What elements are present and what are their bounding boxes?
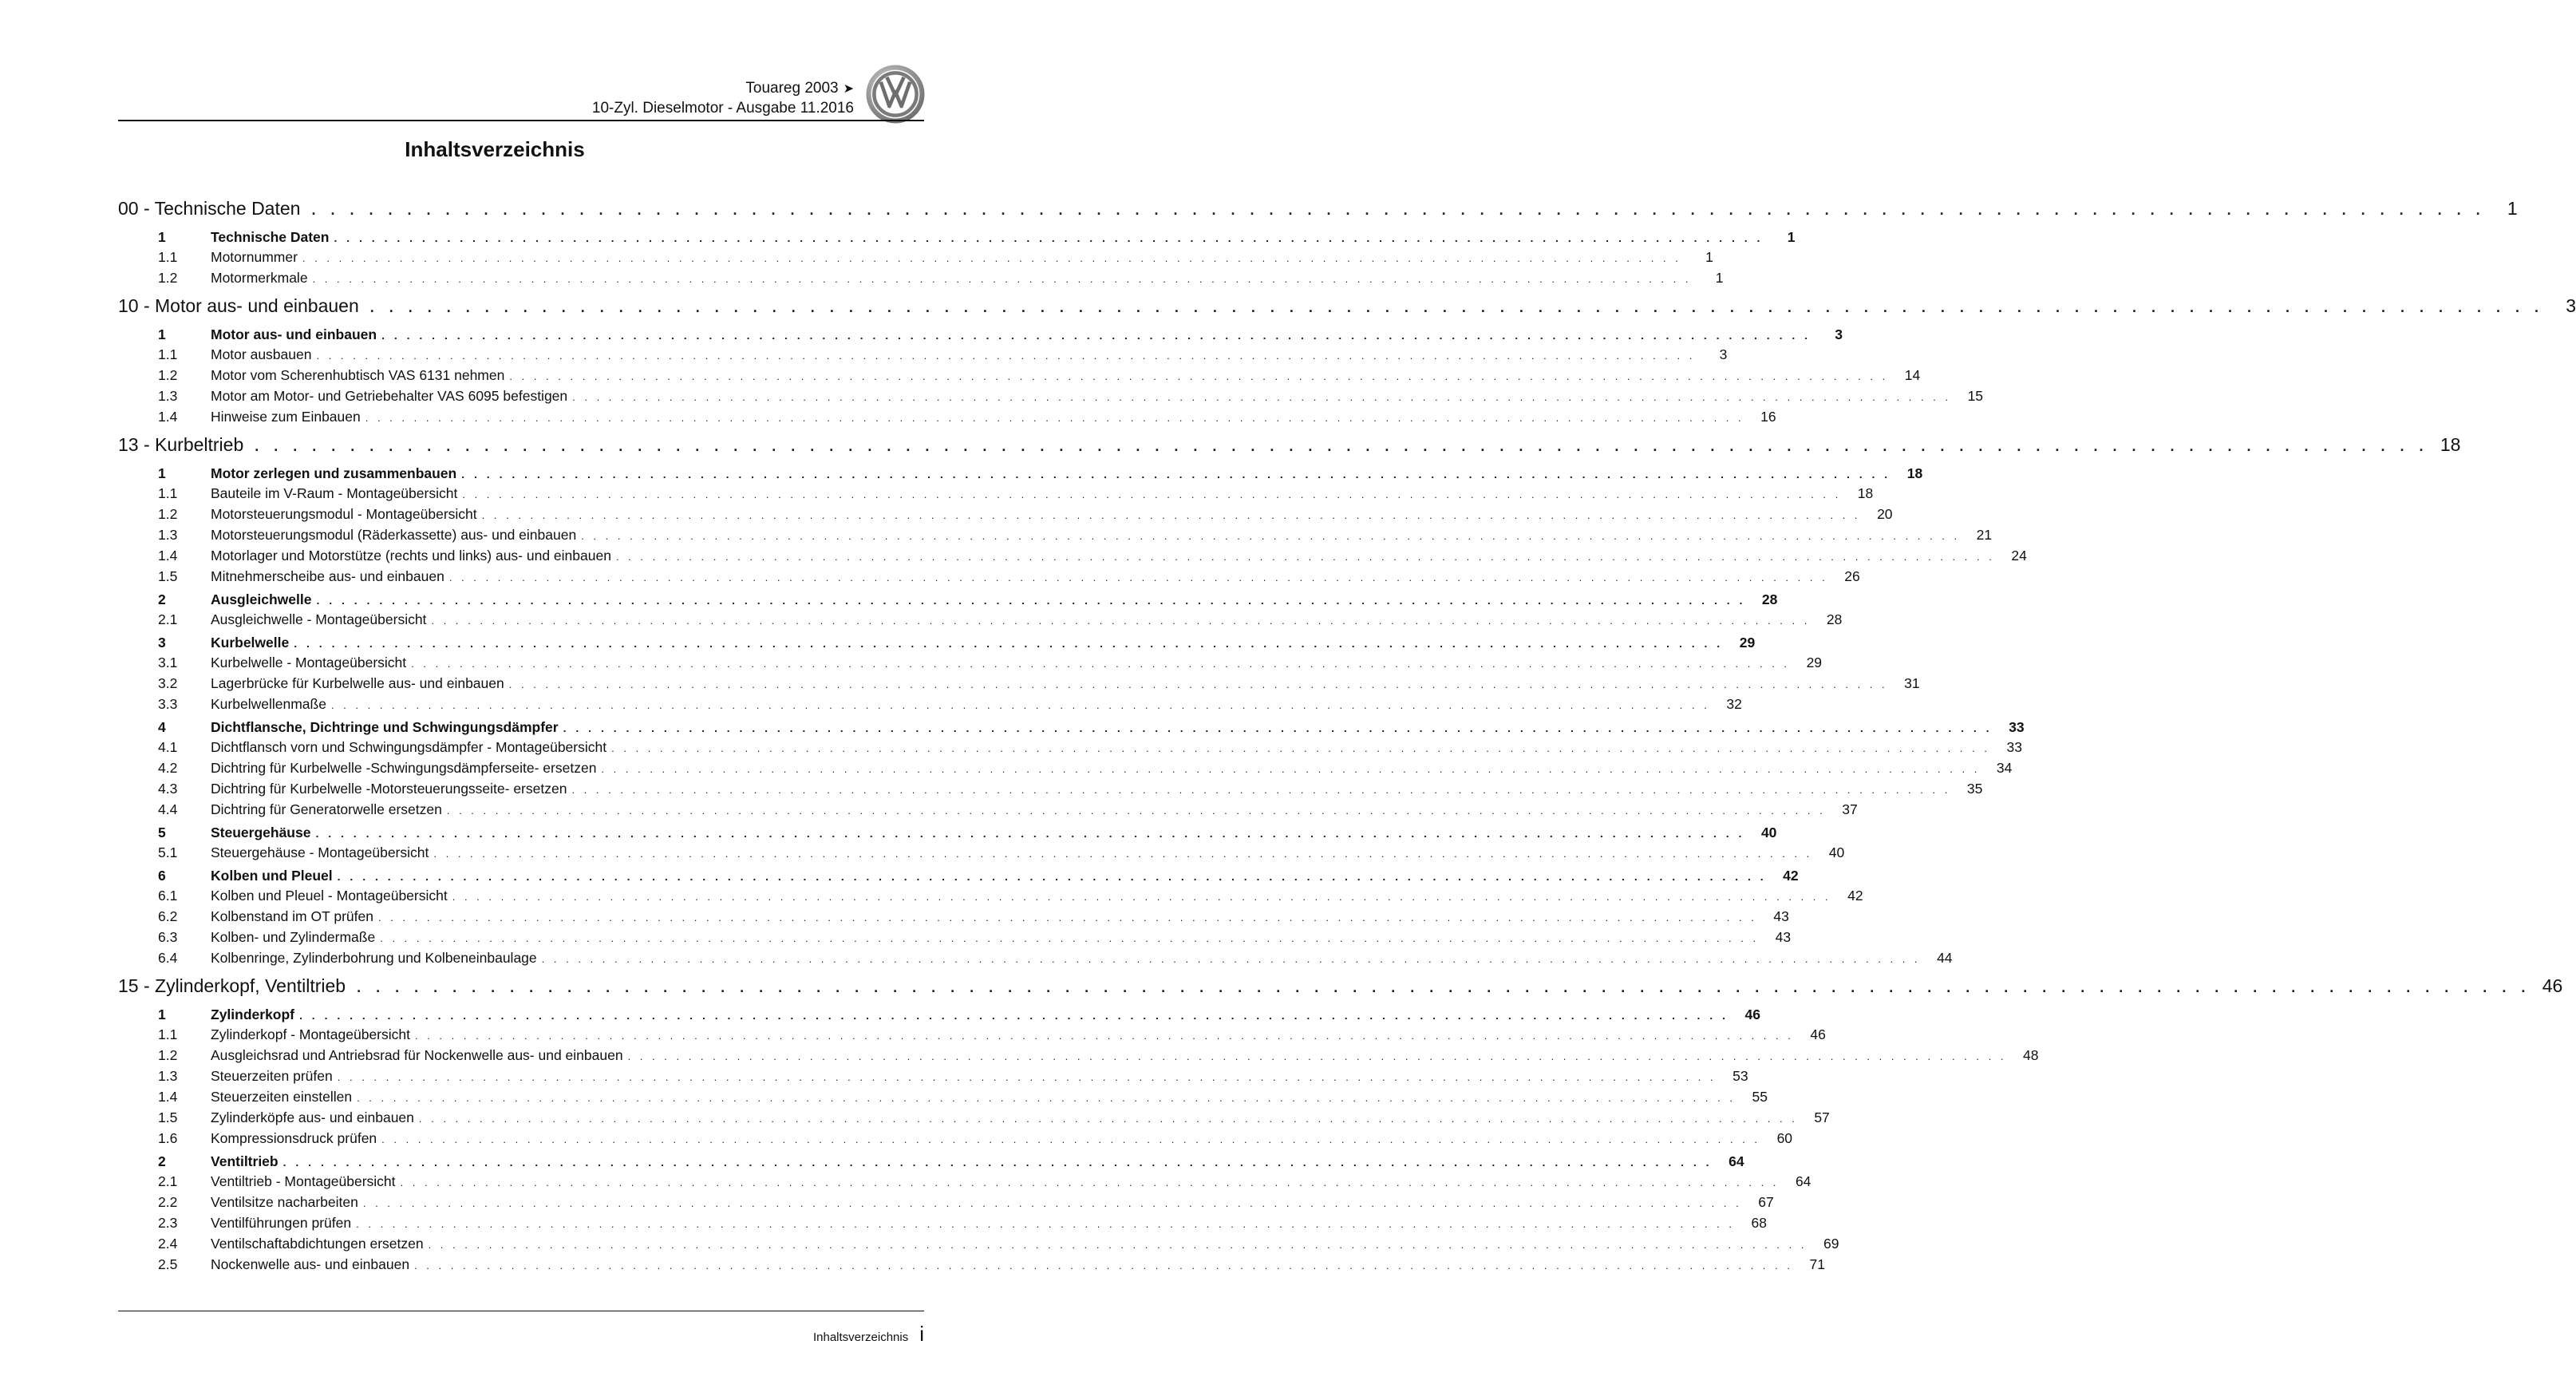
toc-entry-number: 1.3 — [158, 1068, 178, 1084]
toc-sub-row[interactable] — [118, 485, 1874, 506]
page-footer — [813, 1322, 924, 1347]
toc-entry-number: 1.6 — [158, 1130, 178, 1146]
toc-leader-dots: . . . . . . . . . . . . . . . . . . . . . . . . . . . . . . . . . . . . . . . . . . . . . . . . . . . . . . . . . . . . . . . . . . . . . . . . . . . . . . . . . . . . . . . . . . . . . . . . . . . . . . . . . . . . . . . . . . — [334, 231, 1764, 244]
footer-page-number: i — [919, 1322, 924, 1346]
toc-page-number: 29 — [1806, 655, 1823, 670]
toc-leader-dots: . . . . . . . . . . . . . . . . . . . . . . . . . . . . . . . . . . . . . . . . . . . . . . . . . . . . . . . . . . . . . . . . . . . . . . . . . . . . . . . . . . . . . . . . . . . . . . . . . . . . . . . . . . . . . . . . . . — [411, 658, 1791, 670]
toc-leader-dots: . . . . . . . . . . . . . . . . . . . . . . . . . . . . . . . . . . . . . . . . . . . . . . . . . . . . . . . . . . . . . . . . . . . . . . . . . . . . . . . . . . . . . . . . . . . . . . . . . . . . . . . . . . . . . . . . . . — [299, 1009, 1729, 1022]
toc-sub-row[interactable] — [118, 1089, 1768, 1109]
toc-page-number: 18 — [1857, 485, 1874, 501]
toc-page-number: 64 — [1795, 1173, 1811, 1189]
toc-entry-number: 4 — [158, 719, 166, 735]
page-title: Inhaltsverzeichnis — [405, 137, 585, 161]
toc-leader-dots: . . . . . . . . . . . . . . . . . . . . . . . . . . . . . . . . . . . . . . . . . . . . . . . . . . . . . . . . . . . . . . . . . . . . . . . . . . . . . . . . . . . . . . . . . . . . . . . . . . . . . . . . . . . . . . . . . . — [433, 848, 1813, 860]
toc-sub-row[interactable] — [118, 1068, 1748, 1089]
toc-section-row[interactable] — [118, 591, 1778, 611]
toc-leader-dots: . . . . . . . . . . . . . . . . . . . . . . . . . . . . . . . . . . . . . . . . . . . . . . . . . . . . . . . . . . . . . . . . . . . . . . . . . . . . . . . . . . . . . . . . . . . . . . . . . . . . . . . . . . . . . . . . . . — [448, 571, 1828, 583]
toc-page-number: 33 — [2009, 719, 2025, 735]
toc-leader-dots: . . . . . . . . . . . . . . . . . . . . . . . . . . . . . . . . . . . . . . . . . . . . . . . . . . . . . . . . . . . . . . . . . . . . . . . . . . . . . . . . . . . . . . . . . . . . . . . . . . . . . . . . . . . . . . . . . . — [365, 412, 1744, 424]
toc-leader-dots: . . . . . . . . . . . . . . . . . . . . . . . . . . . . . . . . . . . . . . . . . . . . . . . . . . . . . . . . . . . . . . . . . . . . . . . . . . . . . . . . . . . . . . . . . . . . . . . . . . . . . . . . . . . . . . . . . . — [563, 722, 1993, 734]
toc-page-number: 55 — [1752, 1089, 1768, 1105]
toc-page-number: 24 — [2011, 548, 2027, 564]
toc-sub-row[interactable] — [118, 1173, 1811, 1194]
toc-chapter-row[interactable] — [118, 198, 2518, 227]
header-edition: 10-Zyl. Dieselmotor - Ausgabe 11.2016 — [591, 100, 854, 117]
header-model-text: Touareg 2003 — [745, 80, 839, 97]
toc-leader-dots: . . . . . . . . . . . . . . . . . . . . . . . . . . . . . . . . . . . . . . . . . . . . . . . . . . . . . . . . . . . . . . . . . . . . . . . . . . . . . . . . . . . . . . . . . . . . . . . . . . . . . . . . . . . . . . . . . . — [414, 1260, 1793, 1271]
toc-entry-number: 6.2 — [158, 908, 178, 924]
toc-entry-title: Steuerzeiten prüfen — [211, 1068, 333, 1084]
toc-sub-row[interactable] — [118, 739, 2022, 760]
toc-entry-title: Zylinderkopf - Montageübersicht — [211, 1026, 410, 1042]
toc-entry-number: 3.2 — [158, 675, 178, 691]
toc-entry-title: Motorsteuerungsmodul - Montageübersicht — [211, 506, 477, 522]
toc-leader-dots: . . . . . . . . . . . . . . . . . . . . . . . . . . . . . . . . . . . . . . . . . . . . . . . . . . . . . . . . . . . . . . . . . . . . . . . . . . . . . . . . . . . . . . . . . . . . . . . . . . . . . . . . . . . . . . . . . . — [255, 438, 2429, 454]
toc-entry-title: 15 - Zylinderkopf, Ventiltrieb — [118, 975, 346, 996]
toc-entry-title: Kompressionsdruck prüfen — [211, 1130, 377, 1146]
toc-entry-title: Motorsteuerungsmodul (Räderkassette) aus- und einbauen — [211, 527, 577, 543]
toc-entry-title: Kurbelwelle - Montageübersicht — [211, 655, 407, 670]
toc-entry-title: Ausgleichwelle - Montageübersicht — [211, 611, 427, 627]
toc-page-number: 40 — [1828, 844, 1845, 860]
toc-leader-dots: . . . . . . . . . . . . . . . . . . . . . . . . . . . . . . . . . . . . . . . . . . . . . . . . . . . . . . . . . . . . . . . . . . . . . . . . . . . . . . . . . . . . . . . . . . . . . . . . . . . . . . . . . . . . . . . . . . — [377, 912, 1757, 923]
toc-page-number: 44 — [1937, 950, 1953, 966]
toc-leader-dots: . . . . . . . . . . . . . . . . . . . . . . . . . . . . . . . . . . . . . . . . . . . . . . . . . . . . . . . . . . . . . . . . . . . . . . . . . . . . . . . . . . . . . . . . . . . . . . . . . . . . . . . . . . . . . . . . . . — [337, 870, 1767, 883]
toc-entry-number: 4.2 — [158, 760, 178, 776]
toc-page-number: 18 — [1906, 465, 1923, 481]
toc-entry-title: Technische Daten — [211, 229, 330, 245]
toc-leader-dots: . . . . . . . . . . . . . . . . . . . . . . . . . . . . . . . . . . . . . . . . . . . . . . . . . . . . . . . . . . . . . . . . . . . . . . . . . . . . . . . . . . . . . . . . . . . . . . . . . . . . . . . . . . . . . . . . . . — [369, 299, 2544, 315]
toc-leader-dots: . . . . . . . . . . . . . . . . . . . . . . . . . . . . . . . . . . . . . . . . . . . . . . . . . . . . . . . . . . . . . . . . . . . . . . . . . . . . . . . . . . . . . . . . . . . . . . . . . . . . . . . . . . . . . . . . . . — [461, 468, 1891, 481]
toc-entry-number: 1.2 — [158, 1047, 178, 1063]
toc-entry-title: Lagerbrücke für Kurbelwelle aus- und einbauen — [211, 675, 504, 691]
toc-entry-number: 1.2 — [158, 367, 178, 383]
toc-page-number: 3 — [2566, 295, 2576, 316]
toc-sub-row[interactable] — [118, 781, 1983, 801]
toc-leader-dots: . . . . . . . . . . . . . . . . . . . . . . . . . . . . . . . . . . . . . . . . . . . . . . . . . . . . . . . . . . . . . . . . . . . . . . . . . . . . . . . . . . . . . . . . . . . . . . . . . . . . . . . . . . . . . . . . . . — [508, 678, 1888, 690]
toc-chapter-row[interactable] — [118, 295, 2576, 324]
toc-entry-number: 1.2 — [158, 270, 178, 286]
toc-entry-title: Hinweise zum Einbauen — [211, 409, 361, 425]
toc-entry-title: Motornummer — [211, 249, 298, 265]
toc-page-number: 60 — [1776, 1130, 1793, 1146]
toc-leader-dots: . . . . . . . . . . . . . . . . . . . . . . . . . . . . . . . . . . . . . . . . . . . . . . . . . . . . . . . . . . . . . . . . . . . . . . . . . . . . . . . . . . . . . . . . . . . . . . . . . . . . . . . . . . . . . . . . . . — [311, 202, 2486, 218]
toc-page-number: 16 — [1760, 409, 1776, 425]
toc-leader-dots: . . . . . . . . . . . . . . . . . . . . . . . . . . . . . . . . . . . . . . . . . . . . . . . . . . . . . . . . . . . . . . . . . . . . . . . . . . . . . . . . . . . . . . . . . . . . . . . . . . . . . . . . . . . . . . . . . . — [572, 391, 1952, 403]
toc-leader-dots: . . . . . . . . . . . . . . . . . . . . . . . . . . . . . . . . . . . . . . . . . . . . . . . . . . . . . . . . . . . . . . . . . . . . . . . . . . . . . . . . . . . . . . . . . . . . . . . . . . . . . . . . . . . . . . . . . . — [357, 979, 2531, 995]
toc-section-row[interactable] — [118, 326, 1843, 346]
toc-entry-number: 3.3 — [158, 696, 178, 712]
toc-leader-dots: . . . . . . . . . . . . . . . . . . . . . . . . . . . . . . . . . . . . . . . . . . . . . . . . . . . . . . . . . . . . . . . . . . . . . . . . . . . . . . . . . . . . . . . . . . . . . . . . . . . . . . . . . . . . . . . . . . — [312, 273, 1692, 285]
toc-page-number: 68 — [1751, 1215, 1768, 1231]
toc-entry-title: Ventilführungen prüfen — [211, 1215, 352, 1231]
toc-page-number: 43 — [1775, 929, 1792, 945]
toc-page-number: 3 — [1835, 326, 1843, 342]
toc-entry-number: 2.5 — [158, 1256, 178, 1272]
toc-sub-row[interactable] — [118, 568, 1860, 589]
toc-page-number: 28 — [1761, 591, 1778, 607]
toc-leader-dots: . . . . . . . . . . . . . . . . . . . . . . . . . . . . . . . . . . . . . . . . . . . . . . . . . . . . . . . . . . . . . . . . . . . . . . . . . . . . . . . . . . . . . . . . . . . . . . . . . . . . . . . . . . . . . . . . . . — [302, 252, 1681, 264]
toc-page-number: 67 — [1758, 1194, 1774, 1210]
toc-entry-title: Dichtflansche, Dichtringe und Schwingungsdämpfer — [211, 719, 559, 735]
toc-entry-title: Steuerzeiten einstellen — [211, 1089, 353, 1105]
toc-entry-title: Kolben und Pleuel — [211, 868, 333, 884]
toc-leader-dots: . . . . . . . . . . . . . . . . . . . . . . . . . . . . . . . . . . . . . . . . . . . . . . . . . . . . . . . . . . . . . . . . . . . . . . . . . . . . . . . . . . . . . . . . . . . . . . . . . . . . . . . . . . . . . . . . . . — [337, 1071, 1717, 1083]
toc-sub-row[interactable] — [118, 1130, 1793, 1151]
toc-page-number: 40 — [1760, 825, 1777, 840]
toc-entry-number: 1.4 — [158, 409, 178, 425]
toc-leader-dots: . . . . . . . . . . . . . . . . . . . . . . . . . . . . . . . . . . . . . . . . . . . . . . . . . . . . . . . . . . . . . . . . . . . . . . . . . . . . . . . . . . . . . . . . . . . . . . . . . . . . . . . . . . . . . . . . . . — [418, 1113, 1798, 1125]
toc-entry-title: Bauteile im V-Raum - Montageübersicht — [211, 485, 458, 501]
toc-entry-title: Motorlager und Motorstütze (rechts und links) aus- und einbauen — [211, 548, 611, 564]
toc-sub-row[interactable] — [118, 1194, 1774, 1215]
toc-entry-title: 10 - Motor aus- und einbauen — [118, 295, 359, 316]
toc-page-number: 53 — [1732, 1068, 1748, 1084]
toc-page-number: 1 — [1787, 229, 1796, 245]
toc-entry-number: 1.5 — [158, 1109, 178, 1125]
toc-entry-title: Motor vom Scherenhubtisch VAS 6131 nehmen — [211, 367, 505, 383]
toc-section-row[interactable] — [118, 1006, 1760, 1026]
toc-entry-title: Kolbenstand im OT prüfen — [211, 908, 373, 924]
toc-sub-row[interactable] — [118, 249, 1713, 270]
toc-entry-number: 4.3 — [158, 781, 178, 797]
toc-page-number: 43 — [1773, 908, 1789, 924]
toc-sub-row[interactable] — [118, 527, 1993, 548]
toc-entry-number: 2.3 — [158, 1215, 178, 1231]
toc-entry-number: 1.4 — [158, 548, 178, 564]
toc-leader-dots: . . . . . . . . . . . . . . . . . . . . . . . . . . . . . . . . . . . . . . . . . . . . . . . . . . . . . . . . . . . . . . . . . . . . . . . . . . . . . . . . . . . . . . . . . . . . . . . . . . . . . . . . . . . . . . . . . . — [380, 932, 1760, 944]
toc-sub-row[interactable] — [118, 270, 1724, 291]
toc-entry-title: Steuergehäuse - Montageübersicht — [211, 844, 429, 860]
toc-leader-dots: . . . . . . . . . . . . . . . . . . . . . . . . . . . . . . . . . . . . . . . . . . . . . . . . . . . . . . . . . . . . . . . . . . . . . . . . . . . . . . . . . . . . . . . . . . . . . . . . . . . . . . . . . . . . . . . . . . — [431, 615, 1811, 627]
toc-entry-number: 4.1 — [158, 739, 178, 755]
toc-section-row[interactable] — [118, 229, 1796, 249]
toc-entry-title: Zylinderköpfe aus- und einbauen — [211, 1109, 414, 1125]
toc-sub-row[interactable] — [118, 655, 1823, 675]
toc-entry-number: 1.3 — [158, 527, 178, 543]
toc-entry-number: 1.2 — [158, 506, 178, 522]
toc-page-number: 46 — [2542, 975, 2563, 996]
footer-label: Inhaltsverzeichnis — [812, 1331, 909, 1344]
toc-entry-title: Mitnehmerscheibe aus- und einbauen — [211, 568, 444, 584]
toc-page-number: 35 — [1966, 781, 1983, 797]
toc-entry-title: 00 - Technische Daten — [118, 198, 301, 219]
toc-leader-dots: . . . . . . . . . . . . . . . . . . . . . . . . . . . . . . . . . . . . . . . . . . . . . . . . . . . . . . . . . . . . . . . . . . . . . . . . . . . . . . . . . . . . . . . . . . . . . . . . . . . . . . . . . . . . . . . . . . — [481, 509, 1861, 521]
toc-entry-number: 1.1 — [158, 1026, 178, 1042]
toc-leader-dots: . . . . . . . . . . . . . . . . . . . . . . . . . . . . . . . . . . . . . . . . . . . . . . . . . . . . . . . . . . . . . . . . . . . . . . . . . . . . . . . . . . . . . . . . . . . . . . . . . . . . . . . . . . . . . . . . . . — [615, 551, 1995, 563]
toc-entry-number: 1 — [158, 229, 166, 245]
toc-page-number: 1 — [2507, 198, 2518, 219]
toc-sub-row[interactable] — [118, 908, 1789, 929]
toc-section-row[interactable] — [118, 1153, 1744, 1173]
toc-sub-row[interactable] — [118, 929, 1792, 950]
toc-entry-number: 2.1 — [158, 611, 178, 627]
toc-entry-number: 4.4 — [158, 801, 178, 817]
toc-entry-number: 6.3 — [158, 929, 178, 945]
toc-sub-row[interactable] — [118, 346, 1728, 367]
toc-leader-dots: . . . . . . . . . . . . . . . . . . . . . . . . . . . . . . . . . . . . . . . . . . . . . . . . . . . . . . . . . . . . . . . . . . . . . . . . . . . . . . . . . . . . . . . . . . . . . . . . . . . . . . . . . . . . . . . . . . — [330, 699, 1710, 711]
toc-sub-row[interactable] — [118, 388, 1984, 409]
table-of-contents — [118, 193, 2576, 1277]
toc-entry-number: 1 — [158, 326, 166, 342]
toc-entry-title: Nockenwelle aus- und einbauen — [211, 1256, 410, 1272]
toc-leader-dots: . . . . . . . . . . . . . . . . . . . . . . . . . . . . . . . . . . . . . . . . . . . . . . . . . . . . . . . . . . . . . . . . . . . . . . . . . . . . . . . . . . . . . . . . . . . . . . . . . . . . . . . . . . . . . . . . . . — [282, 1156, 1713, 1169]
toc-page-number: 3 — [1719, 346, 1728, 362]
toc-page-number: 20 — [1877, 506, 1893, 522]
toc-entry-title: Ventiltrieb — [211, 1153, 279, 1169]
toc-page-number: 26 — [1844, 568, 1860, 584]
toc-entry-title: Kolben und Pleuel - Montageübersicht — [211, 888, 448, 904]
toc-leader-dots: . . . . . . . . . . . . . . . . . . . . . . . . . . . . . . . . . . . . . . . . . . . . . . . . . . . . . . . . . . . . . . . . . . . . . . . . . . . . . . . . . . . . . . . . . . . . . . . . . . . . . . . . . . . . . . . . . . — [446, 805, 1826, 817]
toc-leader-dots: . . . . . . . . . . . . . . . . . . . . . . . . . . . . . . . . . . . . . . . . . . . . . . . . . . . . . . . . . . . . . . . . . . . . . . . . . . . . . . . . . . . . . . . . . . . . . . . . . . . . . . . . . . . . . . . . . . — [381, 1133, 1761, 1145]
toc-leader-dots: . . . . . . . . . . . . . . . . . . . . . . . . . . . . . . . . . . . . . . . . . . . . . . . . . . . . . . . . . . . . . . . . . . . . . . . . . . . . . . . . . . . . . . . . . . . . . . . . . . . . . . . . . . . . . . . . . . — [581, 530, 1961, 542]
toc-entry-title: Kurbelwelle — [211, 635, 290, 651]
toc-page-number: 57 — [1814, 1109, 1830, 1125]
toc-entry-number: 2 — [158, 1153, 166, 1169]
toc-entry-number: 1.1 — [158, 346, 178, 362]
toc-section-row[interactable] — [118, 825, 1777, 844]
toc-sub-row[interactable] — [118, 1256, 1825, 1277]
toc-entry-title: Kolben- und Zylindermaße — [211, 929, 376, 945]
toc-page-number: 64 — [1729, 1153, 1744, 1169]
toc-chapter-row[interactable] — [118, 975, 2563, 1004]
toc-page-number: 69 — [1823, 1236, 1839, 1252]
toc-entry-number: 1.4 — [158, 1089, 178, 1105]
toc-sub-row[interactable] — [118, 506, 1893, 527]
toc-entry-number: 1.1 — [158, 485, 178, 501]
toc-leader-dots: . . . . . . . . . . . . . . . . . . . . . . . . . . . . . . . . . . . . . . . . . . . . . . . . . . . . . . . . . . . . . . . . . . . . . . . . . . . . . . . . . . . . . . . . . . . . . . . . . . . . . . . . . . . . . . . . . . — [428, 1239, 1808, 1251]
toc-sub-row[interactable] — [118, 1047, 2039, 1068]
toc-entry-title: 13 - Kurbeltrieb — [118, 434, 244, 455]
toc-leader-dots: . . . . . . . . . . . . . . . . . . . . . . . . . . . . . . . . . . . . . . . . . . . . . . . . . . . . . . . . . . . . . . . . . . . . . . . . . . . . . . . . . . . . . . . . . . . . . . . . . . . . . . . . . . . . . . . . . . — [601, 763, 1981, 775]
page-header — [118, 77, 854, 121]
toc-chapter-row[interactable] — [118, 434, 2461, 463]
toc-entry-title: Motor zerlegen und zusammenbauen — [211, 465, 457, 481]
toc-sub-row[interactable] — [118, 801, 1858, 822]
toc-sub-row[interactable] — [118, 1026, 1826, 1047]
toc-leader-dots: . . . . . . . . . . . . . . . . . . . . . . . . . . . . . . . . . . . . . . . . . . . . . . . . . . . . . . . . . . . . . . . . . . . . . . . . . . . . . . . . . . . . . . . . . . . . . . . . . . . . . . . . . . . . . . . . . . — [315, 827, 1745, 840]
toc-page-number: 34 — [1996, 760, 2013, 776]
toc-sub-row[interactable] — [118, 548, 2027, 568]
toc-entry-number: 1.5 — [158, 568, 178, 584]
toc-entry-number: 5.1 — [158, 844, 178, 860]
toc-entry-title: Ausgleichsrad und Antriebsrad für Nockenwelle aus- und einbauen — [211, 1047, 623, 1063]
toc-entry-number: 3.1 — [158, 655, 178, 670]
toc-leader-dots: . . . . . . . . . . . . . . . . . . . . . . . . . . . . . . . . . . . . . . . . . . . . . . . . . . . . . . . . . . . . . . . . . . . . . . . . . . . . . . . . . . . . . . . . . . . . . . . . . . . . . . . . . . . . . . . . . . — [509, 370, 1889, 382]
toc-entry-number: 2.1 — [158, 1173, 178, 1189]
toc-section-row[interactable] — [118, 465, 1923, 485]
toc-page-number: 46 — [1810, 1026, 1826, 1042]
toc-sub-row[interactable] — [118, 675, 1920, 696]
toc-leader-dots: . . . . . . . . . . . . . . . . . . . . . . . . . . . . . . . . . . . . . . . . . . . . . . . . . . . . . . . . . . . . . . . . . . . . . . . . . . . . . . . . . . . . . . . . . . . . . . . . . . . . . . . . . . . . . . . . . . — [611, 742, 1990, 754]
toc-page-number: 1 — [1705, 249, 1713, 265]
toc-page-number: 32 — [1726, 696, 1742, 712]
toc-page-number: 31 — [1904, 675, 1920, 691]
toc-leader-dots: . . . . . . . . . . . . . . . . . . . . . . . . . . . . . . . . . . . . . . . . . . . . . . . . . . . . . . . . . . . . . . . . . . . . . . . . . . . . . . . . . . . . . . . . . . . . . . . . . . . . . . . . . . . . . . . . . . — [452, 891, 1831, 903]
toc-entry-number: 3 — [158, 635, 166, 651]
toc-sub-row[interactable] — [118, 844, 1845, 865]
toc-page-number: 42 — [1783, 868, 1799, 884]
toc-page-number: 21 — [1976, 527, 1993, 543]
toc-entry-title: Motor aus- und einbauen — [211, 326, 377, 342]
toc-leader-dots: . . . . . . . . . . . . . . . . . . . . . . . . . . . . . . . . . . . . . . . . . . . . . . . . . . . . . . . . . . . . . . . . . . . . . . . . . . . . . . . . . . . . . . . . . . . . . . . . . . . . . . . . . . . . . . . . . . — [316, 594, 1746, 607]
toc-sub-row[interactable] — [118, 1215, 1768, 1236]
toc-entry-number: 2.4 — [158, 1236, 178, 1252]
toc-page-number: 37 — [1842, 801, 1858, 817]
toc-section-row[interactable] — [118, 635, 1756, 655]
toc-leader-dots: . . . . . . . . . . . . . . . . . . . . . . . . . . . . . . . . . . . . . . . . . . . . . . . . . . . . . . . . . . . . . . . . . . . . . . . . . . . . . . . . . . . . . . . . . . . . . . . . . . . . . . . . . . . . . . . . . . — [400, 1177, 1780, 1188]
toc-entry-number: 6.4 — [158, 950, 178, 966]
toc-entry-number: 6 — [158, 868, 166, 884]
toc-entry-title: Kurbelwellenmaße — [211, 696, 326, 712]
toc-entry-number: 1.1 — [158, 249, 178, 265]
toc-entry-title: Dichtring für Kurbelwelle -Motorsteuerungsseite- ersetzen — [211, 781, 567, 797]
toc-entry-number: 1.3 — [158, 388, 178, 404]
toc-sub-row[interactable] — [118, 888, 1863, 908]
toc-entry-title: Motor ausbauen — [211, 346, 312, 362]
toc-page-number: 1 — [1715, 270, 1724, 286]
toc-page-number: 14 — [1904, 367, 1921, 383]
toc-page-number: 71 — [1809, 1256, 1825, 1272]
arrow-right-icon: ➤ — [843, 82, 854, 96]
toc-sub-row[interactable] — [118, 696, 1742, 717]
toc-sub-row[interactable] — [118, 760, 2013, 781]
toc-entry-title: Ventilsitze nacharbeiten — [211, 1194, 358, 1210]
toc-entry-title: Dichtring für Kurbelwelle -Schwingungsdämpferseite- ersetzen — [211, 760, 597, 776]
header-divider — [118, 120, 924, 121]
toc-leader-dots: . . . . . . . . . . . . . . . . . . . . . . . . . . . . . . . . . . . . . . . . . . . . . . . . . . . . . . . . . . . . . . . . . . . . . . . . . . . . . . . . . . . . . . . . . . . . . . . . . . . . . . . . . . . . . . . . . . — [541, 953, 1921, 965]
toc-entry-number: 2 — [158, 591, 166, 607]
toc-leader-dots: . . . . . . . . . . . . . . . . . . . . . . . . . . . . . . . . . . . . . . . . . . . . . . . . . . . . . . . . . . . . . . . . . . . . . . . . . . . . . . . . . . . . . . . . . . . . . . . . . . . . . . . . . . . . . . . . . . — [381, 329, 1811, 342]
toc-page-number: 15 — [1967, 388, 1984, 404]
toc-leader-dots: . . . . . . . . . . . . . . . . . . . . . . . . . . . . . . . . . . . . . . . . . . . . . . . . . . . . . . . . . . . . . . . . . . . . . . . . . . . . . . . . . . . . . . . . . . . . . . . . . . . . . . . . . . . . . . . . . . — [414, 1030, 1794, 1042]
toc-page-number: 42 — [1847, 888, 1863, 904]
toc-section-row[interactable] — [118, 868, 1799, 888]
toc-entry-number: 1 — [158, 1006, 166, 1022]
toc-sub-row[interactable] — [118, 367, 1921, 388]
toc-entry-title: Kolbenringe, Zylinderbohrung und Kolbeneinbaulage — [211, 950, 537, 966]
toc-entry-title: Motor am Motor- und Getriebehalter VAS 6095 befestigen — [211, 388, 568, 404]
toc-entry-title: Ventilschaftabdichtungen ersetzen — [211, 1236, 424, 1252]
toc-entry-title: Motormerkmale — [211, 270, 308, 286]
toc-entry-number: 5 — [158, 825, 166, 840]
toc-entry-title: Ventiltrieb - Montageübersicht — [211, 1173, 396, 1189]
toc-entry-title: Dichtring für Generatorwelle ersetzen — [211, 801, 442, 817]
toc-sub-row[interactable] — [118, 1109, 1830, 1130]
toc-page-number: 46 — [1744, 1006, 1760, 1022]
toc-page-number: 29 — [1739, 635, 1756, 651]
toc-leader-dots: . . . . . . . . . . . . . . . . . . . . . . . . . . . . . . . . . . . . . . . . . . . . . . . . . . . . . . . . . . . . . . . . . . . . . . . . . . . . . . . . . . . . . . . . . . . . . . . . . . . . . . . . . . . . . . . . . . — [357, 1092, 1736, 1104]
toc-entry-title: Steuergehäuse — [211, 825, 311, 840]
toc-sub-row[interactable] — [118, 409, 1776, 429]
toc-page-number: 33 — [2006, 739, 2022, 755]
toc-entry-title: Zylinderkopf — [211, 1006, 295, 1022]
toc-section-row[interactable] — [118, 719, 2025, 739]
toc-leader-dots: . . . . . . . . . . . . . . . . . . . . . . . . . . . . . . . . . . . . . . . . . . . . . . . . . . . . . . . . . . . . . . . . . . . . . . . . . . . . . . . . . . . . . . . . . . . . . . . . . . . . . . . . . . . . . . . . . . — [627, 1050, 2007, 1062]
toc-entry-number: 6.1 — [158, 888, 178, 904]
toc-leader-dots: . . . . . . . . . . . . . . . . . . . . . . . . . . . . . . . . . . . . . . . . . . . . . . . . . . . . . . . . . . . . . . . . . . . . . . . . . . . . . . . . . . . . . . . . . . . . . . . . . . . . . . . . . . . . . . . . . . — [294, 637, 1724, 650]
toc-sub-row[interactable] — [118, 611, 1843, 632]
toc-entry-title: Ausgleichwelle — [211, 591, 312, 607]
toc-page-number: 28 — [1826, 611, 1843, 627]
toc-leader-dots: . . . . . . . . . . . . . . . . . . . . . . . . . . . . . . . . . . . . . . . . . . . . . . . . . . . . . . . . . . . . . . . . . . . . . . . . . . . . . . . . . . . . . . . . . . . . . . . . . . . . . . . . . . . . . . . . . . — [362, 1197, 1742, 1209]
toc-leader-dots: . . . . . . . . . . . . . . . . . . . . . . . . . . . . . . . . . . . . . . . . . . . . . . . . . . . . . . . . . . . . . . . . . . . . . . . . . . . . . . . . . . . . . . . . . . . . . . . . . . . . . . . . . . . . . . . . . . — [356, 1218, 1736, 1230]
toc-sub-row[interactable] — [118, 1236, 1839, 1256]
toc-page-number: 48 — [2023, 1047, 2039, 1063]
toc-page-number: 18 — [2440, 434, 2461, 455]
toc-entry-number: 1 — [158, 465, 166, 481]
toc-sub-row[interactable] — [118, 950, 1953, 971]
vw-logo — [865, 64, 926, 125]
toc-leader-dots: . . . . . . . . . . . . . . . . . . . . . . . . . . . . . . . . . . . . . . . . . . . . . . . . . . . . . . . . . . . . . . . . . . . . . . . . . . . . . . . . . . . . . . . . . . . . . . . . . . . . . . . . . . . . . . . . . . — [571, 784, 1951, 796]
header-model — [745, 80, 854, 97]
toc-leader-dots: . . . . . . . . . . . . . . . . . . . . . . . . . . . . . . . . . . . . . . . . . . . . . . . . . . . . . . . . . . . . . . . . . . . . . . . . . . . . . . . . . . . . . . . . . . . . . . . . . . . . . . . . . . . . . . . . . . — [462, 488, 1842, 500]
toc-entry-title: Dichtflansch vorn und Schwingungsdämpfer - Montageübersicht — [211, 739, 607, 755]
toc-entry-number: 2.2 — [158, 1194, 178, 1210]
toc-leader-dots: . . . . . . . . . . . . . . . . . . . . . . . . . . . . . . . . . . . . . . . . . . . . . . . . . . . . . . . . . . . . . . . . . . . . . . . . . . . . . . . . . . . . . . . . . . . . . . . . . . . . . . . . . . . . . . . . . . — [316, 350, 1696, 362]
